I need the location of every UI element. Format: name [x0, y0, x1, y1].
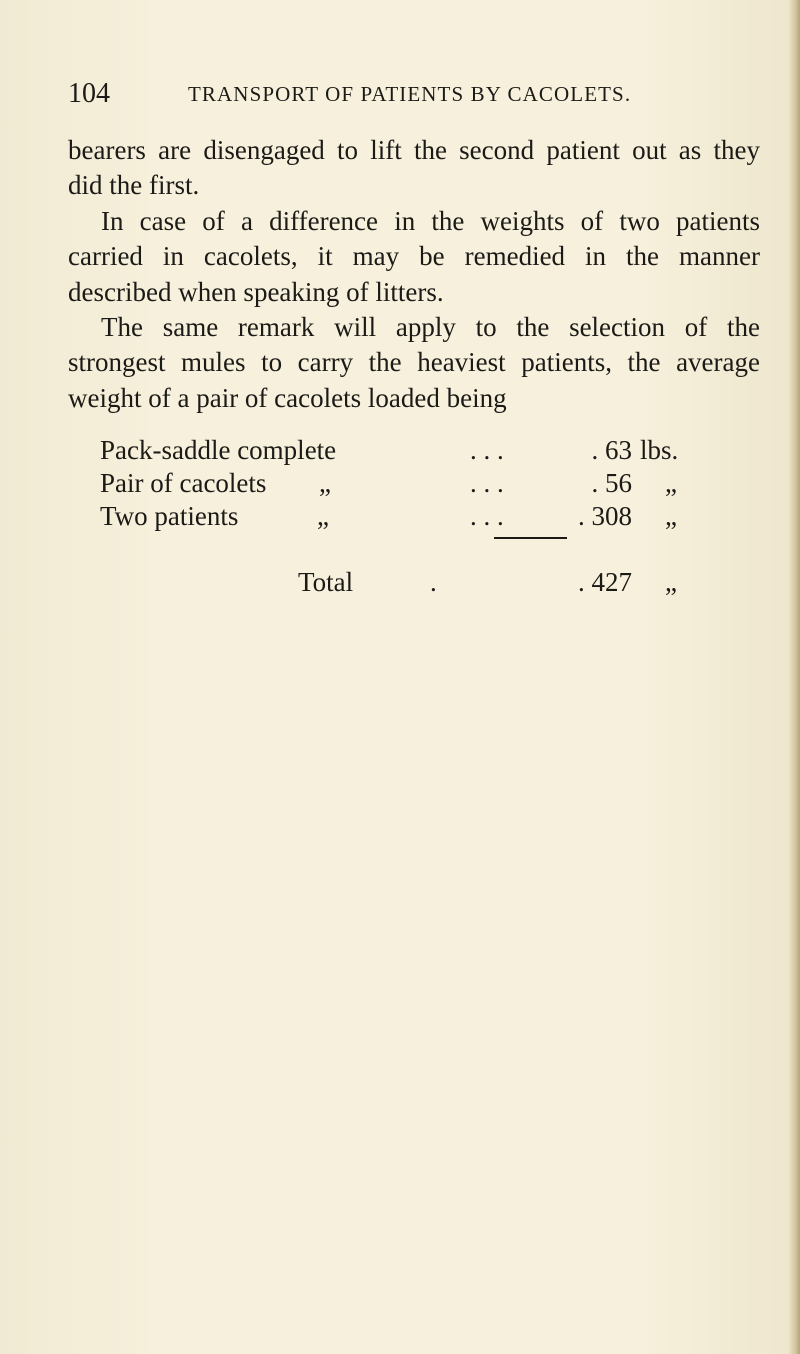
row-label: Pack-saddle complete [100, 435, 337, 465]
weight-value: . 56 [591, 468, 632, 498]
sum-rule [494, 537, 567, 539]
ditto-unit: „ [665, 501, 677, 531]
paragraph-2-line-3: described when speaking of litters. [68, 276, 444, 307]
row-label: Two patients [100, 501, 239, 531]
paragraph-2-line-1: In case of a difference in the weights of two patients [101, 205, 760, 236]
row-label: Pair of cacolets [100, 468, 267, 498]
leader-dots: . . . [470, 435, 504, 465]
total-value: . 427 [578, 567, 632, 597]
leader-dots: . . . [470, 501, 504, 531]
table-row [100, 467, 720, 500]
weight-value: . 63 [591, 435, 632, 465]
ditto-unit: „ [665, 468, 677, 498]
running-head [68, 74, 768, 114]
weight-value: . 308 [578, 501, 632, 531]
weights-table [100, 434, 720, 533]
paragraph-3-line-3: weight of a pair of cacolets loaded being [68, 382, 507, 413]
page-number: 104 [68, 78, 110, 109]
running-title: TRANSPORT OF PATIENTS BY CACOLETS. [188, 82, 632, 106]
total-row [100, 564, 720, 600]
ditto-mark: „ [319, 468, 331, 498]
leader-dots: . . . [470, 468, 504, 498]
paragraph-3-line-2: strongest mules to carry the heaviest patients, the average [68, 347, 760, 378]
leader-dots: . [430, 567, 437, 597]
page-edge-shadow [788, 0, 800, 1354]
paragraph-2-line-2: carried in cacolets, it may be remedied in the manner [68, 241, 760, 272]
body-text [68, 133, 760, 416]
paragraph-1-line-1: bearers are disengaged to lift the second patient out as they [68, 135, 760, 165]
ditto-unit: „ [665, 567, 677, 597]
table-row [100, 434, 720, 467]
paragraph-1-line-2: did the first. [68, 170, 200, 201]
total-label: Total [298, 567, 354, 597]
table-row [100, 500, 720, 533]
ditto-mark: „ [317, 501, 329, 531]
paragraph-3-line-1: The same remark will apply to the selection of the [101, 312, 760, 343]
weight-unit: lbs. [640, 435, 679, 465]
